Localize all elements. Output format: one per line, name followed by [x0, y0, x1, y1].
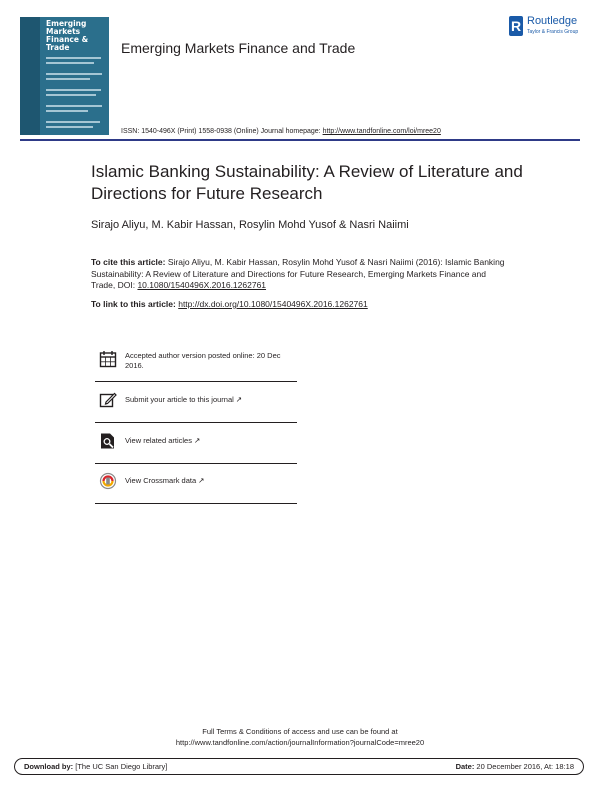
- publisher-tagline: Taylor & Francis Group: [527, 29, 579, 35]
- accepted-version-row: [95, 350, 297, 376]
- article-title: Islamic Banking Sustainability: A Review of Literature and Directions for Future Research: [91, 162, 523, 203]
- cover-text-line: [46, 78, 90, 80]
- submit-article-label: Submit your article to this journal: [125, 395, 234, 404]
- cover-title-line: Emerging Markets: [46, 19, 87, 36]
- external-link-icon: ↗: [235, 395, 243, 404]
- issn-text: ISSN: 1540-496X (Print) 1558-0938 (Online) Journal homepage:: [121, 128, 323, 135]
- publisher-name: Routledge: [527, 15, 578, 27]
- submit-pencil-icon: [99, 391, 117, 409]
- cover-spine: [20, 17, 40, 135]
- crossmark-icon: [99, 472, 117, 490]
- related-articles-link[interactable]: [125, 436, 297, 446]
- cover-text-line: [46, 57, 101, 59]
- info-divider: [95, 422, 297, 423]
- cover-text-line: [46, 62, 94, 64]
- related-articles-row[interactable]: [95, 432, 297, 452]
- citation-block: [91, 257, 511, 292]
- submit-article-link[interactable]: [125, 395, 297, 405]
- article-authors: Sirajo Aliyu, M. Kabir Hassan, Rosylin Mohd Yusof & Nasri Naiimi: [91, 219, 409, 231]
- download-date-value: 20 December 2016, At: 18:18: [474, 762, 574, 771]
- terms-line: Full Terms & Conditions of access and use can be found at: [202, 727, 398, 736]
- crossmark-link[interactable]: [125, 476, 297, 486]
- info-divider: [95, 463, 297, 464]
- crossmark-label: View Crossmark data: [125, 476, 197, 485]
- download-info-bar: [14, 758, 584, 775]
- journal-cover-image: [20, 17, 109, 135]
- routledge-logo-icon: R: [510, 18, 522, 34]
- external-link-icon: ↗: [194, 436, 201, 445]
- journal-name: Emerging Markets Finance and Trade: [121, 40, 356, 56]
- cover-title-line: Finance & Trade: [46, 35, 89, 52]
- accepted-version-text: Accepted author version posted online: 20 Dec 2016.: [125, 351, 281, 370]
- cover-text-line: [46, 121, 100, 123]
- article-link-line: [91, 299, 368, 309]
- cover-text-line: [46, 73, 102, 75]
- crossmark-row[interactable]: [95, 472, 297, 492]
- terms-url-link[interactable]: http://www.tandfonline.com/action/journalInformation?journalCode=mree20: [175, 737, 425, 747]
- downloaded-by-label: Download by:: [24, 762, 74, 771]
- terms-footer: [100, 727, 500, 748]
- info-divider: [95, 503, 297, 504]
- cover-title: [46, 20, 106, 52]
- submit-article-row[interactable]: [95, 391, 297, 411]
- link-label: To link to this article:: [91, 299, 179, 309]
- downloaded-by: [24, 762, 167, 771]
- journal-homepage-link[interactable]: http://www.tandfonline.com/loi/mree20: [322, 128, 441, 135]
- calendar-icon: [99, 350, 117, 368]
- citation-label: To cite this article:: [91, 257, 166, 267]
- downloaded-by-value: [The UC San Diego Library]: [73, 762, 168, 771]
- article-permalink[interactable]: http://dx.doi.org/10.1080/1540496X.2016.1262761: [178, 299, 368, 309]
- info-divider: [95, 381, 297, 382]
- cover-text-line: [46, 126, 93, 128]
- publisher-logo: [509, 14, 587, 40]
- download-date: [456, 762, 574, 771]
- cover-text-line: [46, 94, 96, 96]
- cover-text-line: [46, 89, 101, 91]
- download-date-label: Date:: [455, 762, 475, 771]
- external-link-icon: ↗: [198, 476, 205, 485]
- citation-text: Sirajo Aliyu, M. Kabir Hassan, Rosylin Mohd Yusof & Nasri Naiimi (2016): Islamic Banking Sustainability: A Review of Literature and Directions for Future Research, Emerging Markets Finance and Trade, DOI:: [91, 257, 505, 290]
- doi-link[interactable]: 10.1080/1540496X.2016.1262761: [137, 280, 267, 290]
- cover-text-line: [46, 110, 88, 112]
- view-related-icon: [99, 432, 117, 450]
- cover-text-line: [46, 105, 102, 107]
- header-divider: [20, 139, 580, 141]
- issn-line: [121, 128, 441, 135]
- related-articles-label: View related articles: [125, 436, 192, 445]
